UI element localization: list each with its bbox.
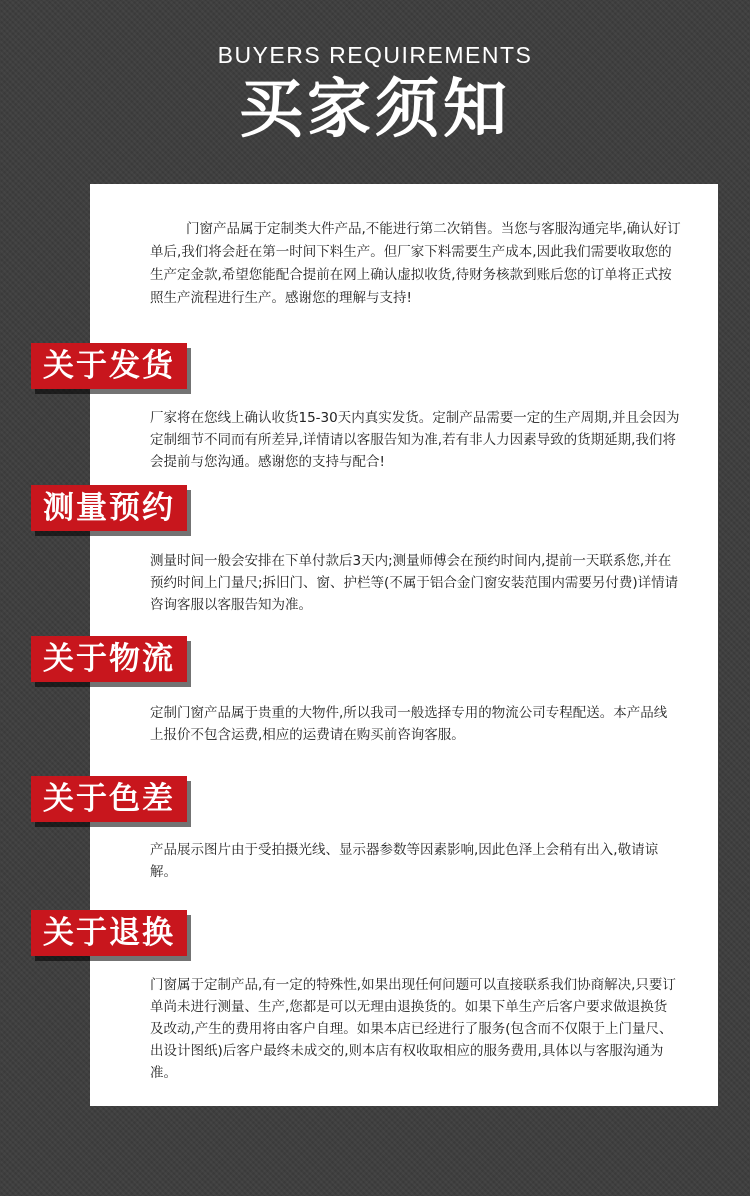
intro-text: 门窗产品属于定制类大件产品,不能进行第二次销售。当您与客服沟通完毕,确认好订单后,我们将会赶在第一时间下料生产。但厂家下料需要生产成本,因此我们需要收取您的生产定金款,希望您能配合提前在网上确认虚拟收货,待财务核款到账后您的订单将正式按照生产流程进行生产。感谢您的理解与支持! bbox=[150, 221, 681, 306]
header-title-zh: 买家须知 bbox=[239, 73, 511, 147]
intro-paragraph bbox=[150, 218, 685, 310]
section-title-shipping: 关于发货 bbox=[31, 343, 187, 389]
section-title-measurement: 测量预约 bbox=[31, 485, 187, 531]
section-title-returns: 关于退换 bbox=[31, 910, 187, 956]
section-text-logistics: 定制门窗产品属于贵重的大物件,所以我司一般选择专用的物流公司专程配送。本产品线上报价不包含运费,相应的运费请在购买前咨询客服。 bbox=[150, 705, 668, 743]
header-title-en: BUYERS REQUIREMENTS bbox=[217, 42, 533, 68]
section-text-measurement: 测量时间一般会安排在下单付款后3天内;测量师傅会在预约时间内,提前一天联系您,并在预约时间上门量尺;拆旧门、窗、护栏等(不属于铝合金门窗安装范围内需要另付费)详情请咨询客服以客服告知为准。 bbox=[150, 553, 679, 613]
section-title-logistics: 关于物流 bbox=[31, 636, 187, 682]
section-title-color-difference: 关于色差 bbox=[31, 776, 187, 822]
section-text-returns: 门窗属于定制产品,有一定的特殊性,如果出现任何问题可以直接联系我们协商解决,只要订单尚未进行测量、生产,您都是可以无理由退换货的。如果下单生产后客户要求做退换货及改动,产生的费用将由客户自理。如果本店已经进行了服务(包含而不仅限于上门量尺、出设计图纸)后客户最终未成交的,则本店有权收取相应的服务费用,具体以与客服沟通为准。 bbox=[150, 977, 676, 1081]
section-text-shipping: 厂家将在您线上确认收货15-30天内真实发货。定制产品需要一定的生产周期,并且会因为定制细节不同而有所差异,详情请以客服告知为准,若有非人力因素导致的货期延期,我们将会提前与您沟通。感谢您的支持与配合! bbox=[150, 410, 680, 470]
section-text-color-difference: 产品展示图片由于受拍摄光线、显示器参数等因素影响,因此色泽上会稍有出入,敬请谅解。 bbox=[150, 842, 659, 880]
